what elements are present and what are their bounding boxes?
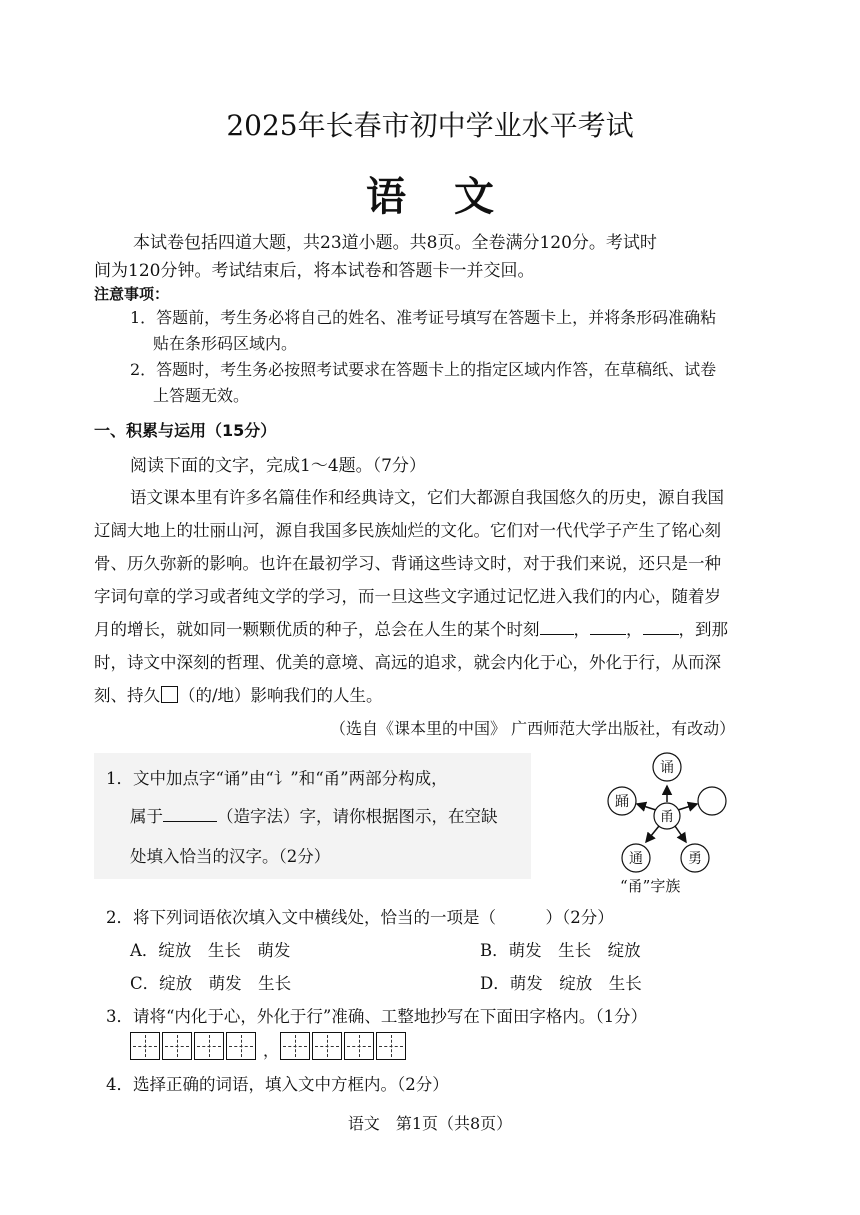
grid-cell[interactable] [376,1032,406,1060]
grid-comma: ， [263,1041,280,1060]
passage-line-6: 时，诗文中深刻的哲理、优美的意境、高远的追求，就会内化于心，外化于行，从而深 [94,653,721,672]
passage-line-4: 字词句章的学习或者纯文学的学习，而一旦这些文字通过记忆进入我们的内心，随着岁 [94,587,721,606]
passage-text: （的/地）影响我们的人生。 [179,686,383,705]
q2-option-c[interactable]: C．绽放 萌发 生长 [130,974,292,993]
arrow-bottom-left [646,826,659,842]
note-2-line-2: 上答题无效。 [153,386,250,405]
q3-stem: 3．请将“内化于心，外化于行”准确、工整地抄写在下面田字格内。（1分） [106,1007,648,1026]
q1-text: （造字法）字，请你根据图示，在空缺 [217,807,498,826]
tianzige-grid-left [130,1032,258,1060]
note-2-line-1: 2．答题时，考生务必按照考试要求在答题卡上的指定区域内作答，在草稿纸、试卷 [130,360,717,379]
intro-line-1: 本试卷包括四道大题，共23道小题。共8页。全卷满分120分。考试时 [133,233,657,253]
grid-cell[interactable] [162,1032,192,1060]
diagram-bottom-right-char: 勇 [688,851,702,867]
note-1-line-1: 1．答题前，考生务必将自己的姓名、准考证号填写在答题卡上，并将条形码准确粘 [130,308,717,327]
passage-line-3: 骨、历久弥新的影响。也许在最初学习、背诵这些诗文时，对于我们来说，还只是一种 [94,554,721,573]
diagram-bottom-left-char: 通 [629,851,643,867]
page-footer: 语文 第1页（共8页） [347,1114,513,1133]
q4-stem: 4．选择正确的词语，填入文中方框内。（2分） [106,1075,449,1094]
fill-blank-3[interactable] [643,618,679,635]
arrow-bottom-right [675,826,686,842]
q2-option-a[interactable]: A．绽放 生长 萌发 [130,941,291,960]
q1-line-2 [130,803,498,827]
arrow-right [678,804,697,810]
section-heading: 一、积累与运用（15分） [94,421,277,440]
grid-cell[interactable] [226,1032,256,1060]
grid-cell[interactable] [130,1032,160,1060]
passage-line-2: 辽阔大地上的壮丽山河，源自我国多民族灿烂的文化。它们对一代代学子产生了铭心刻 [94,521,721,540]
fill-blank-2[interactable] [590,618,626,635]
diagram-caption: “甬”字族 [620,877,681,895]
grid-cell[interactable] [280,1032,310,1060]
q2-option-d[interactable]: D．萌发 绽放 生长 [480,974,642,993]
diagram-center-char: 甬 [660,809,674,825]
q1-blank[interactable] [163,805,217,822]
passage-text: 刻、持久 [94,686,160,705]
right-empty-circle[interactable] [698,787,726,815]
arrow-left [637,804,656,810]
subject-title: 语文 [366,173,542,220]
tianzige-grid-right [280,1032,408,1060]
q1-line-3: 处填入恰当的汉字。（2分） [130,847,331,866]
punctuation: ， [626,620,643,639]
grid-cell[interactable] [194,1032,224,1060]
passage-source: （选自《课本里的中国》 广西师范大学出版社，有改动） [330,719,736,738]
passage-text: ，到那 [678,620,728,639]
q2-stem: 2．将下列词语依次填入文中横线处，恰当的一项是（ ）（2分） [106,908,614,927]
passage-line-1: 语文课本里有许多名篇佳作和经典诗文，它们大都源自我国悠久的历史，源自我国 [130,488,724,507]
punctuation: ， [573,620,590,639]
intro-line-2: 间为120分钟。考试结束后，将本试卷和答题卡一并交回。 [94,261,535,281]
exam-title: 2025年长春市初中学业水平考试 [226,109,634,142]
fill-blank-1[interactable] [540,618,574,635]
answer-box[interactable] [161,686,178,703]
q2-option-b[interactable]: B．萌发 生长 绽放 [480,941,641,960]
passage-line-7 [94,682,383,706]
passage-line-5 [94,616,728,640]
diagram-left-char: 踊 [615,794,629,810]
passage-text: 月的增长，就如同一颗颗优质的种子，总会在人生的某个时刻 [94,620,540,639]
section-instruction: 阅读下面的文字，完成1～4题。（7分） [130,456,426,476]
note-1-line-2: 贴在条形码区域内。 [153,334,298,353]
q1-text: 属于 [130,807,163,826]
diagram-top-char: 诵 [660,760,674,776]
q1-line-1: 1．文中加点字“诵”由“讠”和“甬”两部分构成， [106,769,448,788]
grid-cell[interactable] [344,1032,374,1060]
notes-heading: 注意事项： [94,285,170,303]
grid-cell[interactable] [312,1032,342,1060]
